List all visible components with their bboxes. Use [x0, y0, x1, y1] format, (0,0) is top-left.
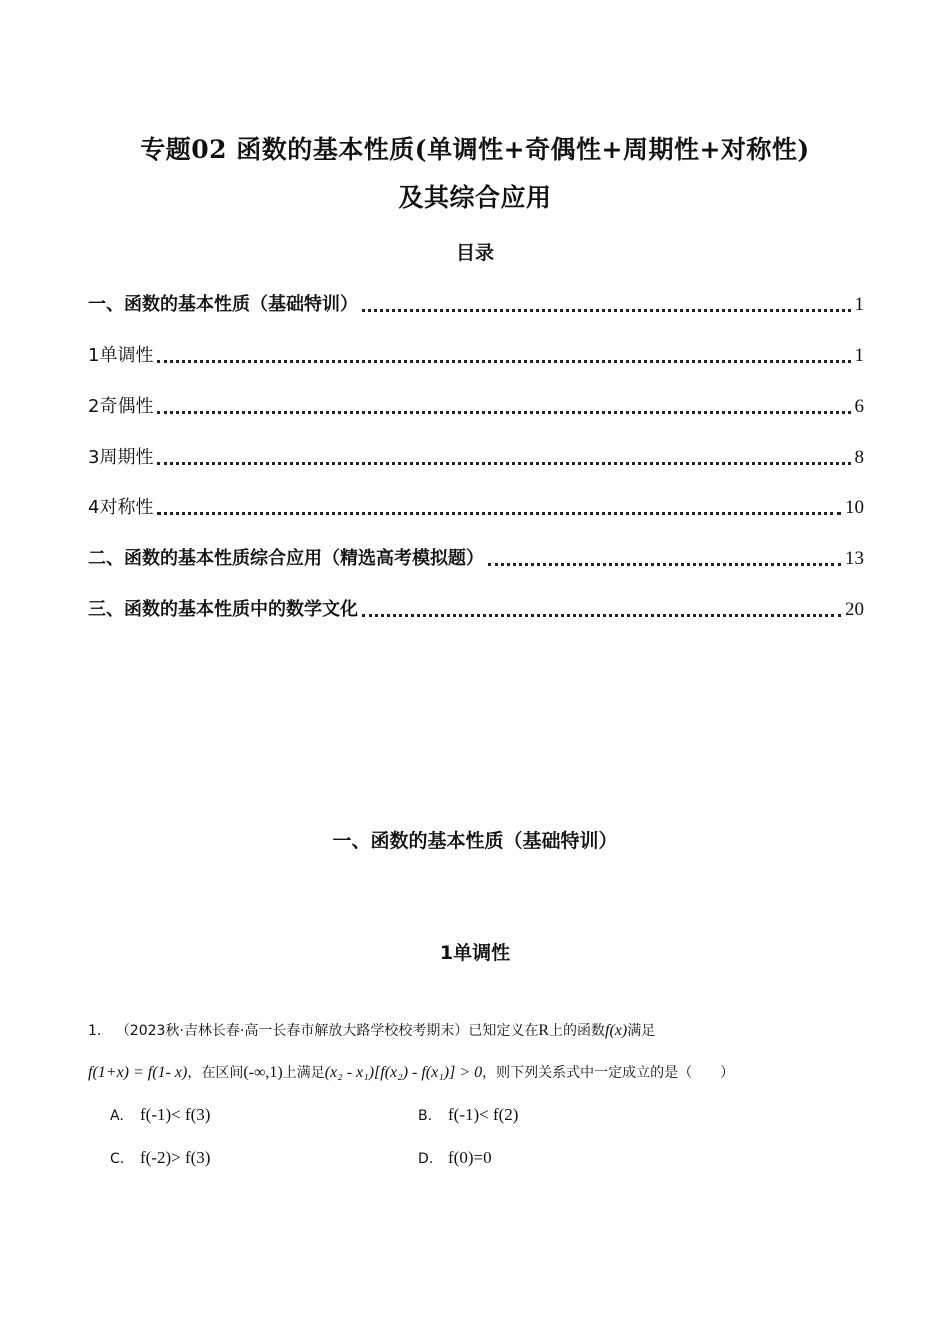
toc-entry[interactable] [88, 390, 864, 418]
question-text: ，则下列关系式中一定成立的是（ ） [482, 1065, 735, 1081]
option-expression: f(-1)< f(3) [140, 1105, 211, 1124]
toc-entry-page: 1 [854, 345, 864, 366]
toc-leader-dots [157, 511, 841, 515]
toc-leader-dots [157, 461, 850, 465]
toc-heading: 目录 [455, 242, 494, 264]
toc-entry[interactable] [88, 339, 864, 367]
option-key: A. [110, 1108, 124, 1124]
question-text: 上的函数 [549, 1023, 606, 1039]
question-source: （2023秋·吉林长春·高一长春市解放大路学校校考期末） [115, 1023, 469, 1039]
toc-leader-dots [362, 613, 841, 617]
toc-entry-page: 8 [854, 447, 864, 468]
option-b[interactable] [418, 1105, 518, 1125]
toc-entry-label: 3周期性 [88, 447, 154, 468]
toc-entry[interactable] [88, 542, 864, 570]
math-symmetry-condition: f(1+x) = f(1- x) [88, 1064, 188, 1081]
toc-entry-page: 1 [854, 294, 864, 315]
toc-leader-dots [157, 359, 850, 363]
toc-leader-dots [488, 562, 841, 566]
question-text: ，在区间 [187, 1065, 244, 1081]
option-key: D. [418, 1151, 434, 1167]
option-expression: f(-2)> f(3) [140, 1148, 211, 1167]
option-expression: f(-1)< f(2) [448, 1105, 519, 1124]
math-interval: (-∞,1) [243, 1064, 283, 1081]
document-title-line-1: 专题02 函数的基本性质(单调性+奇偶性+周期性+对称性) [140, 135, 810, 164]
toc-entry-label: 三、函数的基本性质中的数学文化 [88, 599, 358, 620]
question-text: 满足 [627, 1023, 656, 1039]
toc-entry[interactable] [88, 491, 864, 519]
option-a[interactable] [110, 1105, 210, 1125]
toc-entry-page: 20 [845, 599, 864, 620]
math-monotone-condition: (x₂ - x₁)[f(x₂) - f(x₁)] > 0 [324, 1064, 483, 1081]
toc-entry[interactable] [88, 441, 864, 469]
toc-entry-page: 10 [845, 497, 864, 518]
question-text: 上满足 [282, 1065, 325, 1081]
section-heading: 一、函数的基本性质（基础特训） [332, 830, 618, 852]
toc-entry[interactable] [88, 593, 864, 621]
option-expression: f(0)=0 [448, 1148, 492, 1167]
question-line-1 [88, 1020, 655, 1040]
toc-entry-label: 2奇偶性 [88, 396, 154, 417]
toc-entry-label: 二、函数的基本性质综合应用（精选高考模拟题） [88, 548, 484, 569]
option-key: B. [418, 1108, 433, 1124]
toc-entry-label: 1单调性 [88, 345, 154, 366]
math-set-r: R [538, 1022, 550, 1039]
toc-leader-dots [362, 308, 851, 312]
question-number: 1. [88, 1023, 102, 1039]
toc-entry-label: 一、函数的基本性质（基础特训） [88, 294, 358, 315]
toc-entry-page: 13 [845, 548, 864, 569]
question-line-2 [88, 1062, 734, 1082]
toc-leader-dots [157, 410, 850, 414]
toc-entry-page: 6 [854, 396, 864, 417]
option-d[interactable] [418, 1148, 492, 1168]
question-text: 已知定义在 [468, 1023, 539, 1039]
toc-entry[interactable] [88, 288, 864, 316]
subsection-heading: 1单调性 [439, 942, 511, 964]
option-c[interactable] [110, 1148, 210, 1168]
document-title-line-2: 及其综合应用 [398, 183, 552, 212]
toc-entry-label: 4对称性 [88, 497, 154, 518]
math-fx: f(x) [605, 1022, 628, 1039]
option-key: C. [110, 1151, 125, 1167]
